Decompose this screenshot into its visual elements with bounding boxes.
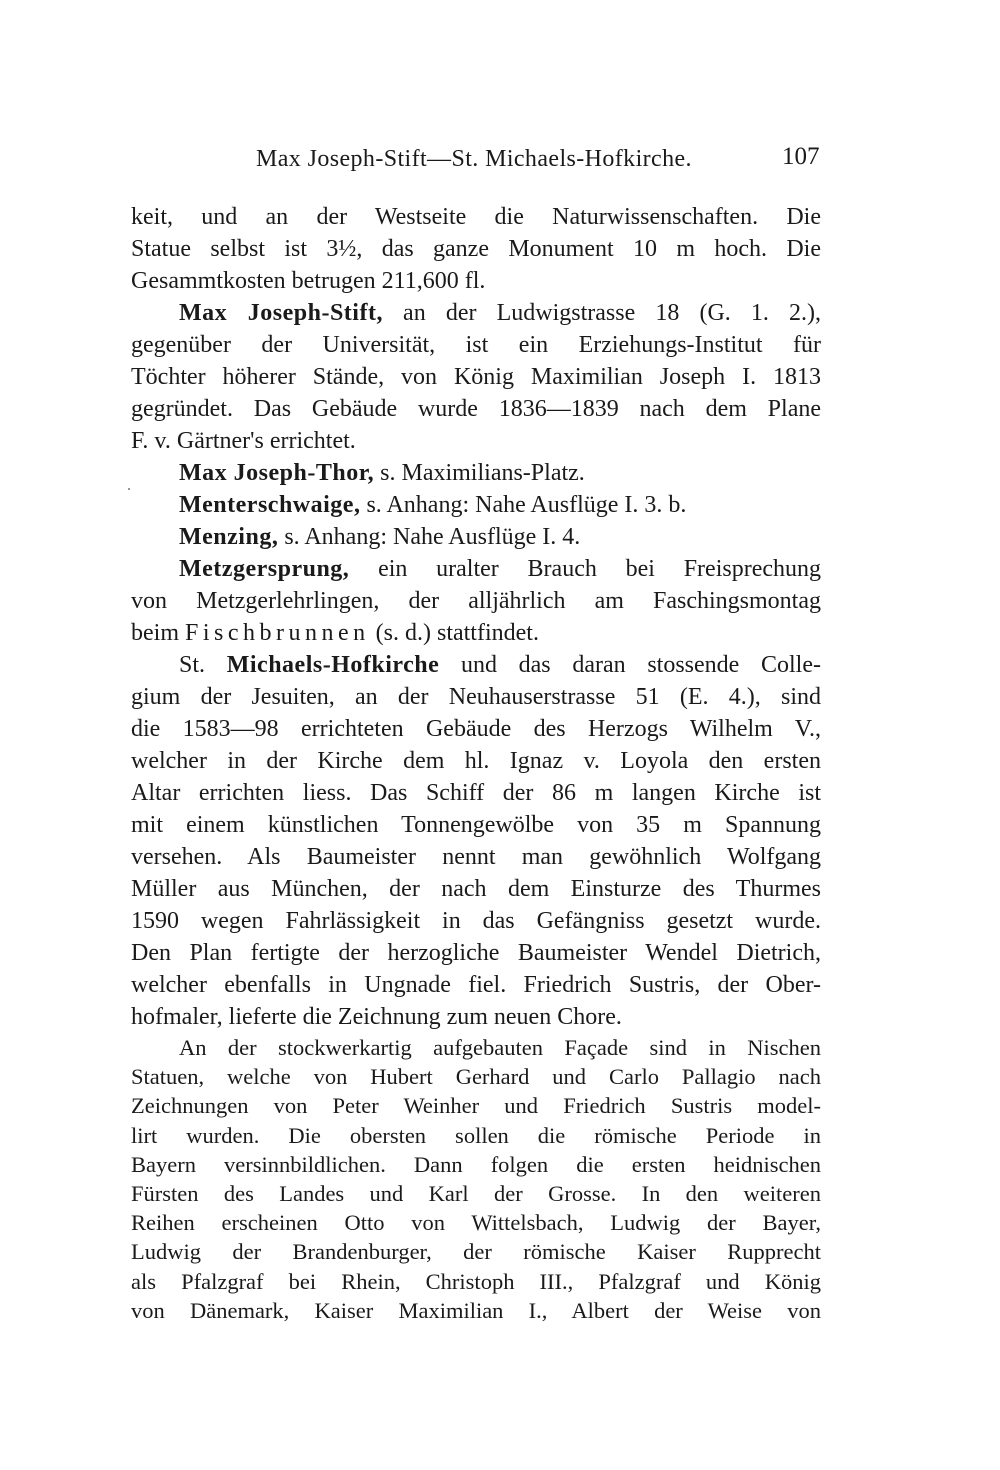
- body-text: [131, 201, 821, 1325]
- small-text-line: Reihen erscheinen Otto von Wittelsbach, Ludwig der Bayer,: [131, 1210, 821, 1236]
- text-line: gegenüber der Universität, ist ein Erziehungs-Institut für: [131, 332, 821, 358]
- entry-heading: Menzing,: [179, 524, 279, 550]
- text-line: gegründet. Das Gebäude wurde 1836—1839 nach dem Plane: [131, 396, 821, 422]
- small-text-line: Bayern versinnbildlichen. Dann folgen die ersten heidnischen: [131, 1151, 821, 1177]
- entry-heading: Menterschwaige,: [179, 492, 361, 518]
- text-line: F. v. Gärtner's errichtet.: [131, 428, 356, 454]
- small-text-line: Zeichnungen von Peter Weinher und Friedrich Sustris model-: [131, 1093, 821, 1119]
- text-line: versehen. Als Baumeister nennt man gewöhnlich Wolfgang: [131, 844, 821, 870]
- entry-menzing: [131, 521, 821, 553]
- small-text-line: Fürsten des Landes und Karl der Grosse. In den weiteren: [131, 1180, 821, 1206]
- entry-heading: Max Joseph-Thor,: [179, 460, 375, 486]
- entry-max-joseph-thor: [131, 457, 821, 489]
- text-line: Gesammtkosten betrugen 211,600 fl.: [131, 268, 486, 294]
- text-line: von Metzgerlehrlingen, der alljährlich am Faschingsmontag: [131, 588, 821, 614]
- entry-max-joseph-stift: [131, 297, 821, 329]
- small-text-line: An der stockwerkartig aufgebauten Façade sind in Nischen: [179, 1035, 821, 1060]
- text-line: mit einem künstlichen Tonnengewölbe von 35 m Spannung: [131, 812, 821, 838]
- text-line: welcher in der Kirche dem hl. Ignaz v. Loyola den ersten: [131, 748, 821, 774]
- entry-heading: Metzgersprung,: [179, 556, 350, 582]
- entry-menterschwaige: [131, 489, 821, 521]
- text-line: Statue selbst ist 3½, das ganze Monument 10 m hoch. Die: [131, 236, 821, 262]
- entry-heading: Max Joseph-Stift,: [179, 300, 383, 326]
- small-text-line: von Dänemark, Kaiser Maximilian I., Albert der Weise von: [131, 1297, 821, 1323]
- entry-text: an der Ludwigstrasse 18 (G. 1. 2.),: [382, 300, 821, 326]
- page-number: 107: [782, 143, 820, 170]
- entry-metzgersprung: [131, 553, 821, 585]
- small-text-line: lirt wurden. Die obersten sollen die römische Periode in: [131, 1122, 821, 1148]
- entry-text: s. Anhang: Nahe Ausflüge I. 4.: [278, 524, 581, 550]
- text-line: Müller aus München, der nach dem Einsturze des Thurmes: [131, 876, 821, 902]
- text-line: [131, 617, 821, 649]
- entry-michaels-hofkirche: [131, 649, 821, 681]
- entry-text: ein uralter Brauch bei Freisprechung: [349, 556, 821, 582]
- text-line: Den Plan fertigte der herzogliche Baumeister Wendel Dietrich,: [131, 940, 821, 966]
- spaced-term: Fischbrunnen: [185, 620, 370, 646]
- text-line: 1590 wegen Fahrlässigkeit in das Gefängniss gesetzt wurde.: [131, 908, 821, 934]
- text-fragment: beim: [131, 620, 185, 646]
- text-fragment: (s. d.) stattfindet.: [369, 620, 539, 646]
- entry-heading: Michaels-Hofkirche: [226, 652, 440, 678]
- text-line: die 1583—98 errichteten Gebäude des Herzogs Wilhelm V.,: [131, 716, 821, 742]
- small-text-line: als Pfalzgraf bei Rhein, Christoph III., Pfalzgraf und König: [131, 1268, 821, 1294]
- text-line: hofmaler, lieferte die Zeichnung zum neuen Chore.: [131, 1004, 622, 1030]
- entry-text: s. Anhang: Nahe Ausflüge I. 3. b.: [360, 492, 687, 518]
- entry-text: und das daran stossende Colle-: [439, 652, 821, 678]
- small-text-line: Statuen, welche von Hubert Gerhard und Carlo Pallagio nach: [131, 1064, 821, 1090]
- print-speck: [128, 488, 130, 490]
- text-line: gium der Jesuiten, an der Neuhauserstrasse 51 (E. 4.), sind: [131, 684, 821, 710]
- entry-text: s. Maximilians-Platz.: [374, 460, 585, 486]
- text-line: Töchter höherer Stände, von König Maximilian Joseph I. 1813: [131, 364, 821, 390]
- small-text-line: Ludwig der Brandenburger, der römische Kaiser Rupprecht: [131, 1239, 821, 1265]
- text-line: keit, und an der Westseite die Naturwissenschaften. Die: [131, 204, 821, 230]
- text-line: Altar errichten liess. Das Schiff der 86 m langen Kirche ist: [131, 780, 821, 806]
- text-line: welcher ebenfalls in Ungnade fiel. Friedrich Sustris, der Ober-: [131, 972, 821, 998]
- entry-prefix: St.: [179, 652, 227, 678]
- running-title: Max Joseph-Stift—St. Michaels-Hofkirche.: [256, 146, 692, 172]
